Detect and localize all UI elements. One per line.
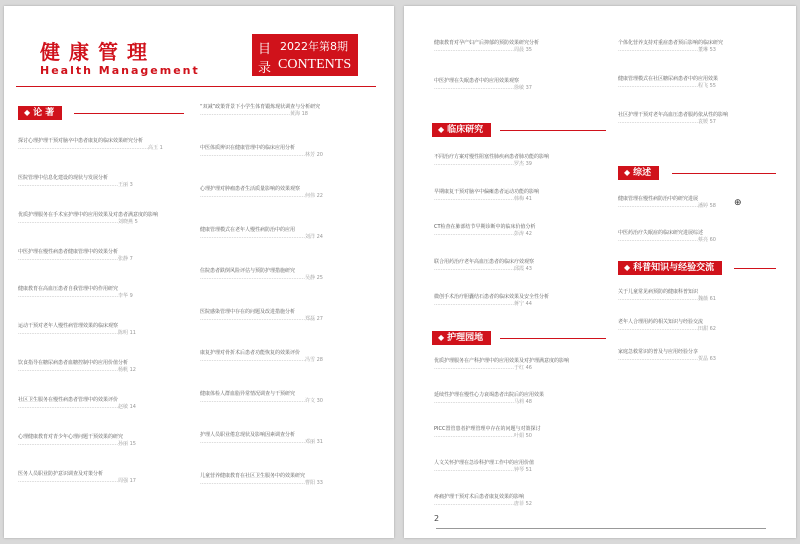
right-page xyxy=(404,6,796,538)
toc-entry-title: 社区护理干预对老年高血压患者服药依从性的影响 xyxy=(618,112,729,118)
section-rule xyxy=(74,113,184,114)
diamond-icon: ◆ xyxy=(624,168,631,177)
toc-entry-title: 人文关怀护理在急诊科护理工作中的应用价值 xyxy=(434,460,535,466)
toc-entry-title: 中医护理在慢性病患者健康管理中的效果分析 xyxy=(18,249,119,255)
left-page xyxy=(4,6,394,538)
issue-label: 2022年第8期 xyxy=(280,40,348,53)
toc-entry-title: 医务人员职业防护意识调查及对策分析 xyxy=(18,471,104,477)
toc-entry[interactable] xyxy=(18,138,184,152)
toc-entry[interactable] xyxy=(618,289,776,303)
toc-entry-author-page: …………………………………………叶娟 50 xyxy=(434,433,532,439)
toc-entry-author-page: …………………………………………程飞 55 xyxy=(618,83,716,89)
toc-entry[interactable] xyxy=(18,434,184,448)
toc-entry-title: 老年人合理用药的相关知识与经验交流 xyxy=(618,319,704,325)
section-review: ◆ 综述 xyxy=(618,166,659,180)
toc-entry-title: 家庭急救常识的普及与应用经验分享 xyxy=(618,349,699,355)
toc-entry-author-page: …………………………………………周晨 35 xyxy=(434,47,532,53)
header-rule xyxy=(16,86,376,87)
toc-entry-author-page: ………………………………………………………冯雪 28 xyxy=(200,357,323,363)
toc-entry-title: 延续性护理在慢性心力衰竭患者出院后的应用效果 xyxy=(434,392,545,398)
toc-entry[interactable] xyxy=(200,473,370,487)
toc-entry-title: 健康管理在慢性病防治中的研究进展 xyxy=(618,196,699,202)
section-clinical: ◆ 临床研究 xyxy=(432,123,491,137)
toc-entry-title: CT检查在肺部结节早期诊断中的临床价值分析 xyxy=(434,224,536,230)
toc-entry-author-page: …………………………………………徐敏 37 xyxy=(434,85,532,91)
toc-entry[interactable] xyxy=(200,391,370,405)
toc-entry-title: 优质护理服务在手术室护理中的应用效果及对患者满意度的影响 xyxy=(18,212,159,218)
section-science: ◆ 科普知识与经验交流 xyxy=(618,261,722,275)
toc-entry[interactable] xyxy=(618,230,776,244)
toc-entry[interactable] xyxy=(200,104,370,118)
toc-entry-author-page: …………………………………………蔡亮 60 xyxy=(618,237,716,243)
section-rule xyxy=(500,338,606,339)
toc-entry-author-page: …………………………………………田甜 62 xyxy=(618,326,716,332)
toc-entry-author-page: …………………………………………彭涛 42 xyxy=(434,231,532,237)
section-rule xyxy=(734,268,776,269)
toc-entry[interactable] xyxy=(434,392,604,406)
section-lunzhu: ◆ 论 著 xyxy=(18,106,62,120)
toc-entry-title: 个体化营养支持对重症患者预后影响的临床研究 xyxy=(618,40,724,46)
contents-mu2: 录 xyxy=(258,61,272,76)
section-rule xyxy=(672,173,776,174)
toc-entry-title: 健康教育在高血压患者自我管理中的作用研究 xyxy=(18,286,119,292)
diamond-icon: ◆ xyxy=(438,125,445,134)
toc-entry-author-page: ……………………………………………………孙丽 15 xyxy=(18,441,136,447)
toc-entry-title: 不同治疗方案对慢性阻塞性肺疾病患者肺功能的影响 xyxy=(434,154,550,160)
contents-en: CONTENTS xyxy=(278,57,352,72)
toc-entry-author-page: …………………………………………董琳 53 xyxy=(618,47,716,53)
toc-entry[interactable] xyxy=(434,154,604,168)
toc-entry-author-page: …………………………………………潘婷 58 xyxy=(618,203,716,209)
toc-entry[interactable] xyxy=(434,40,604,54)
toc-entry[interactable] xyxy=(200,186,370,200)
toc-entry[interactable] xyxy=(434,189,604,203)
toc-entry-title: 关于儿童常见病预防的健康科普知识 xyxy=(618,289,699,295)
contents-mu1: 目 xyxy=(258,42,272,57)
toc-entry-author-page: ………………………………………………………曹阳 33 xyxy=(200,480,323,486)
toc-entry-author-page: ………………………………………………………邓丽 31 xyxy=(200,439,323,445)
toc-entry-title: 运动干预对老年人慢性病管理效果的临床观察 xyxy=(18,323,119,329)
toc-entry-author-page: ………………………………………………………何伟 22 xyxy=(200,193,323,199)
toc-entry-title: 疼痛护理干预对术后患者康复效果的影响 xyxy=(434,494,525,500)
toc-entry-author-page: ………………………………………………………郑磊 27 xyxy=(200,316,323,322)
toc-entry[interactable] xyxy=(200,268,370,282)
toc-entry-title: 健康教育对孕产妇产后抑郁的预防效果研究分析 xyxy=(434,40,540,46)
toc-entry-title: 健康管理模式在老年人慢性病防治中的应用 xyxy=(200,227,296,233)
footer-rule xyxy=(436,528,766,529)
toc-entry[interactable] xyxy=(18,397,184,411)
toc-entry[interactable] xyxy=(434,494,604,508)
toc-entry[interactable] xyxy=(434,224,604,238)
toc-entry-title: 医院感染管理中存在的问题及改进措施分析 xyxy=(200,309,296,315)
toc-entry-title: 饮食指导在糖尿病患者血糖控制中的应用价值分析 xyxy=(18,360,129,366)
toc-entry[interactable] xyxy=(618,349,776,363)
toc-entry[interactable] xyxy=(200,145,370,159)
toc-entry-author-page: ………………………………………………………吴静 25 xyxy=(200,275,323,281)
toc-entry-author-page: ……………………………………………………………………高玉 1 xyxy=(18,145,163,151)
toc-entry-author-page: ……………………………………………………赵敏 14 xyxy=(18,404,136,410)
toc-entry-author-page: …………………………………………韩梅 41 xyxy=(434,196,532,202)
toc-entry-title: 儿童营养健康教育在社区卫生服务中的效果研究 xyxy=(200,473,306,479)
journal-title-cn: 健康管理 xyxy=(40,40,156,64)
toc-entry-title: 护理人员职业倦怠现状及影响因素调查分析 xyxy=(200,432,296,438)
toc-entry-author-page: ……………………………………………………李华 9 xyxy=(18,293,133,299)
toc-entry-author-page: ………………………………………………………刘洋 24 xyxy=(200,234,323,240)
toc-entry-title: 健康管理模式在社区糖尿病患者中的应用效果 xyxy=(618,76,719,82)
zoom-cursor-icon[interactable]: ⊕ xyxy=(734,198,742,208)
toc-entry-author-page: …………………………………………魏薇 61 xyxy=(618,296,716,302)
toc-entry-title: 医院管理中信息化建设的现状与发展分析 xyxy=(18,175,109,181)
diamond-icon: ◆ xyxy=(438,333,445,342)
toc-entry[interactable] xyxy=(18,360,184,374)
toc-entry-author-page: ………………………………………………黄海 18 xyxy=(200,111,308,117)
toc-entry-title: 中医护理在失眠患者中的应用效果观察 xyxy=(434,78,520,84)
toc-entry[interactable] xyxy=(200,309,370,323)
page-number: 2 xyxy=(434,514,440,523)
toc-entry[interactable] xyxy=(200,227,370,241)
toc-entry[interactable] xyxy=(618,112,776,126)
toc-entry[interactable] xyxy=(434,78,604,92)
toc-entry[interactable] xyxy=(18,212,184,226)
toc-entry[interactable] xyxy=(200,350,370,364)
toc-entry[interactable] xyxy=(434,358,604,372)
toc-entry[interactable] xyxy=(618,76,776,90)
toc-entry-title: “双减”政策背景下小学生体育锻炼现状调查与分析研究 xyxy=(200,104,321,110)
toc-entry-title: 社区卫生服务在慢性病患者管理中的效果评价 xyxy=(18,397,119,403)
toc-entry[interactable] xyxy=(618,40,776,54)
toc-entry-author-page: …………………………………………钟琴 51 xyxy=(434,467,532,473)
toc-entry-title: 住院患者跌倒风险评估与预防护理措施研究 xyxy=(200,268,296,274)
toc-entry-author-page: …………………………………………唐菲 52 xyxy=(434,501,532,507)
toc-entry-title: PICC置管患者护理管理中存在的问题与对策探讨 xyxy=(434,426,541,432)
diamond-icon: ◆ xyxy=(624,263,631,272)
toc-entry-author-page: …………………………………………于红 46 xyxy=(434,365,532,371)
toc-entry-title: 联合用药治疗老年高血压患者的临床疗效观察 xyxy=(434,259,535,265)
toc-entry-author-page: …………………………………………袁媛 57 xyxy=(618,119,716,125)
toc-entry[interactable] xyxy=(18,323,184,337)
toc-entry-author-page: ……………………………………………………张静 7 xyxy=(18,256,133,262)
toc-entry-author-page: ……………………………………………………刘晓燕 5 xyxy=(18,219,138,225)
toc-entry-title: 中医药治疗失眠症的临床研究进展综述 xyxy=(618,230,704,236)
toc-entry-author-page: …………………………………………贺晶 63 xyxy=(618,356,716,362)
journal-title-en: Health Management xyxy=(40,64,200,77)
toc-entry-author-page: …………………………………………蒋宁 44 xyxy=(434,301,532,307)
toc-entry-title: 微创手术治疗胆囊结石患者的临床效果及安全性分析 xyxy=(434,294,550,300)
toc-entry[interactable] xyxy=(434,294,604,308)
toc-entry[interactable] xyxy=(434,460,604,474)
toc-entry-title: 探讨心理护理干预对脑卒中患者康复的临床效果研究分析 xyxy=(18,138,144,144)
toc-entry-title: 康复护理对骨折术后患者功能恢复的效果评价 xyxy=(200,350,301,356)
toc-entry[interactable] xyxy=(618,196,776,210)
toc-entry-author-page: ……………………………………………………王丽 3 xyxy=(18,182,133,188)
diamond-icon: ◆ xyxy=(24,108,31,117)
toc-entry-author-page: ……………………………………………………周强 17 xyxy=(18,478,136,484)
toc-entry-title: 早期康复干预对脑卒中偏瘫患者运动功能的影响 xyxy=(434,189,540,195)
section-rule xyxy=(500,130,606,131)
toc-entry-title: 优质护理服务在产科护理中的应用效果及对护理满意度的影响 xyxy=(434,358,570,364)
toc-entry-title: 心理护理对肿瘤患者生活质量影响的效果观察 xyxy=(200,186,301,192)
toc-entry[interactable] xyxy=(18,471,184,485)
toc-entry-author-page: …………………………………………罗杰 39 xyxy=(434,161,532,167)
toc-entry[interactable] xyxy=(18,175,184,189)
toc-entry[interactable] xyxy=(618,319,776,333)
toc-entry-title: 中医体质辨识在健康管理中的临床应用分析 xyxy=(200,145,296,151)
toc-entry[interactable] xyxy=(434,259,604,273)
toc-entry[interactable] xyxy=(200,432,370,446)
toc-entry-author-page: ……………………………………………………陈明 11 xyxy=(18,330,136,336)
toc-entry-author-page: ………………………………………………………许文 30 xyxy=(200,398,323,404)
toc-entry[interactable] xyxy=(18,286,184,300)
toc-entry-author-page: …………………………………………马莉 48 xyxy=(434,399,532,405)
toc-entry-title: 心理健康教育对青少年心理问题干预效果的研究 xyxy=(18,434,124,440)
toc-entry[interactable] xyxy=(434,426,604,440)
toc-entry-title: 健康体检人群血脂异常情况调查与干预研究 xyxy=(200,391,296,397)
section-nursing: ◆ 护理园地 xyxy=(432,331,491,345)
toc-entry-author-page: …………………………………………邱霞 43 xyxy=(434,266,532,272)
contents-banner xyxy=(252,34,358,76)
toc-entry-author-page: ………………………………………………………林芳 20 xyxy=(200,152,323,158)
toc-entry-author-page: ……………………………………………………杨帆 12 xyxy=(18,367,136,373)
toc-entry[interactable] xyxy=(18,249,184,263)
